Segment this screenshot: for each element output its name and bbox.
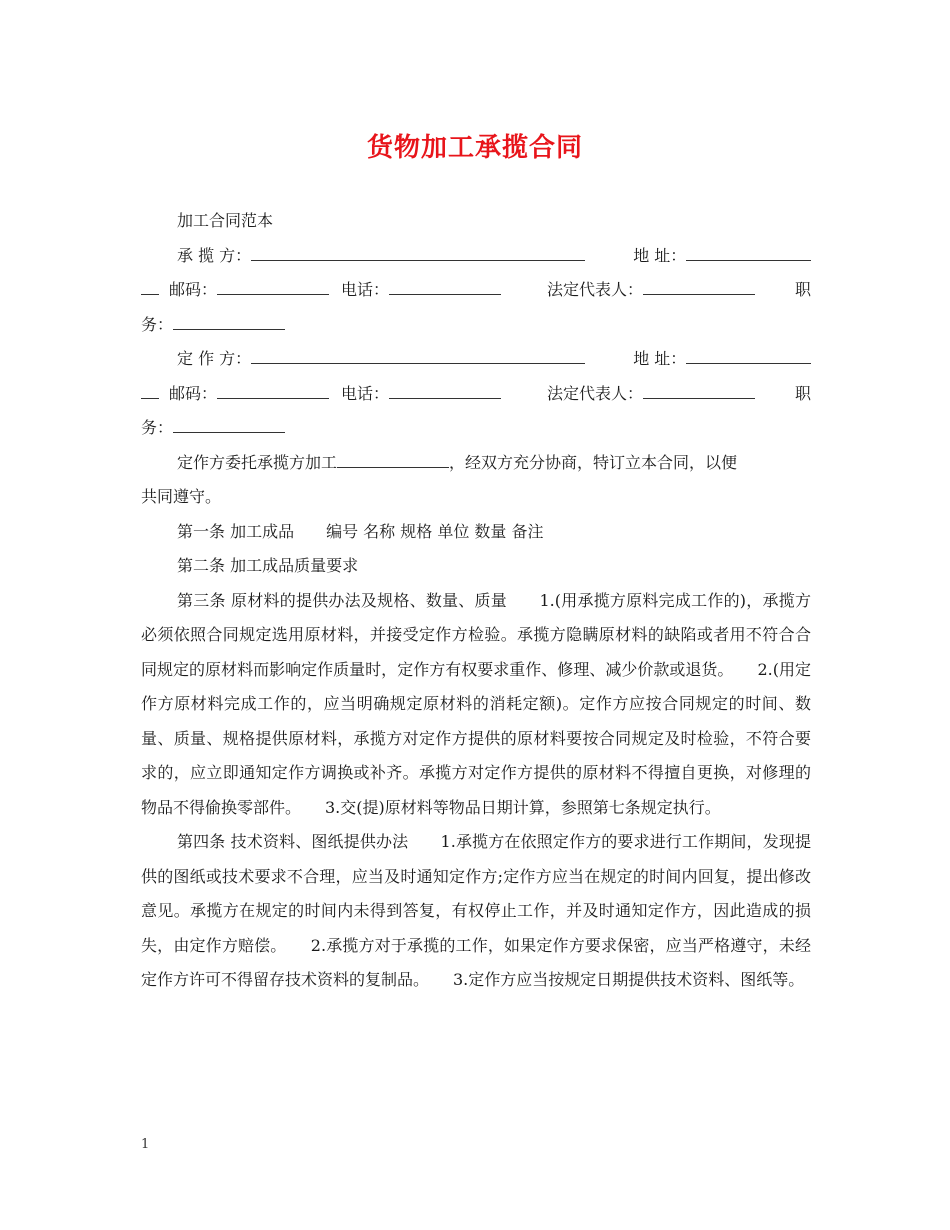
contractor-postcode-blank — [217, 280, 329, 295]
contractor-phone-label: 电话： — [341, 280, 390, 299]
client-address-label: 地 址： — [633, 349, 687, 368]
intro-text-b: ，经双方充分协商，特订立本合同，以便 — [449, 452, 738, 472]
client-line-1 — [141, 342, 811, 377]
client-phone-label: 电话： — [341, 383, 390, 403]
intro-text-c: 共同遵守。 — [141, 487, 222, 506]
client-address-blank-cont — [141, 384, 159, 399]
article-4: 第四条 技术资料、图纸提供办法 1.承揽方在依照定作方的要求进行工作期间，发现提供的图纸或技术要求不合理，应当及时通知定作方;定作方应当在规定的时间内回复，提出修改意见。承揽方在规定的时间内未得到答复，有权停止工作，并及时通知定作方，因此造成的损失，由定作方赔偿。 2.承揽方对于承揽的工作，如果定作方要求保密，应当严格遵守，未经定作方许可不得留存技术资料的复制品。 3.定作方应当按规定日期提供技术资料、图纸等。 — [141, 832, 811, 989]
contractor-position-blank — [173, 315, 285, 330]
client-phone-blank — [389, 384, 501, 399]
contractor-legal-rep-label: 法定代表人： — [547, 280, 644, 299]
intro-text-a: 定作方委托承揽方加工 — [177, 452, 338, 472]
contractor-address-blank — [686, 246, 811, 261]
client-position-label-2: 务： — [141, 418, 174, 437]
contractor-postcode-label: 邮码： — [169, 280, 218, 299]
client-postcode-blank — [217, 384, 329, 399]
subtitle: 加工合同范本 — [177, 211, 274, 230]
contractor-label: 承 揽 方： — [177, 245, 252, 265]
contractor-position-label: 职 — [794, 280, 811, 299]
contractor-legal-rep-blank — [643, 280, 755, 295]
client-label: 定 作 方： — [177, 349, 252, 368]
client-address-blank — [686, 349, 811, 364]
contractor-address-blank-cont — [141, 280, 159, 295]
client-line-2 — [141, 377, 811, 412]
contractor-line-3 — [141, 308, 811, 343]
article-2: 第二条 加工成品质量要求 — [177, 556, 359, 575]
document-title: 货物加工承揽合同 — [366, 133, 583, 163]
client-blank — [251, 349, 585, 364]
intro-line-2 — [141, 480, 811, 515]
intro-line-1 — [141, 446, 811, 481]
contractor-position-label-2: 务： — [141, 314, 174, 334]
client-legal-rep-blank — [643, 384, 755, 399]
client-position-blank — [173, 418, 285, 433]
contractor-line-2 — [141, 273, 811, 308]
contractor-address-label: 地 址： — [633, 245, 687, 265]
article-3: 第三条 原材料的提供办法及规格、数量、质量 1.(用承揽方原料完成工作的)，承揽方必须依照合同规定选用原材料，并接受定作方检验。承揽方隐瞒原材料的缺陷或者用不符合合同规定的原材料而影响定作质量时，定作方有权要求重作、修理、减少价款或退货。 2.(用定作方原材料完成工作的，应当明确规定原材料的消耗定额)。定作方应按合同规定的时间、数量、质量、规格提供原材料，承揽方对定作方提供的原材料要按合同规定及时检验，不符合要求的，应立即通知定作方调换或补齐。承揽方对定作方提供的原材料不得擅自更换，对修理的物品不得偷换零部件。 3.交(提)原材料等物品日期计算，参照第七条规定执行。 — [141, 590, 811, 817]
document-body — [141, 204, 811, 998]
client-position-label: 职 — [794, 383, 811, 403]
client-line-3 — [141, 411, 811, 446]
page-number: 1 — [141, 1137, 150, 1152]
contractor-blank — [251, 246, 585, 261]
contractor-line-1 — [141, 239, 811, 274]
article-1: 第一条 加工成品 编号 名称 规格 单位 数量 备注 — [177, 521, 544, 541]
contractor-phone-blank — [389, 280, 501, 295]
client-legal-rep-label: 法定代表人： — [547, 383, 644, 403]
client-postcode-label: 邮码： — [169, 383, 218, 403]
intro-product-blank — [337, 453, 449, 468]
